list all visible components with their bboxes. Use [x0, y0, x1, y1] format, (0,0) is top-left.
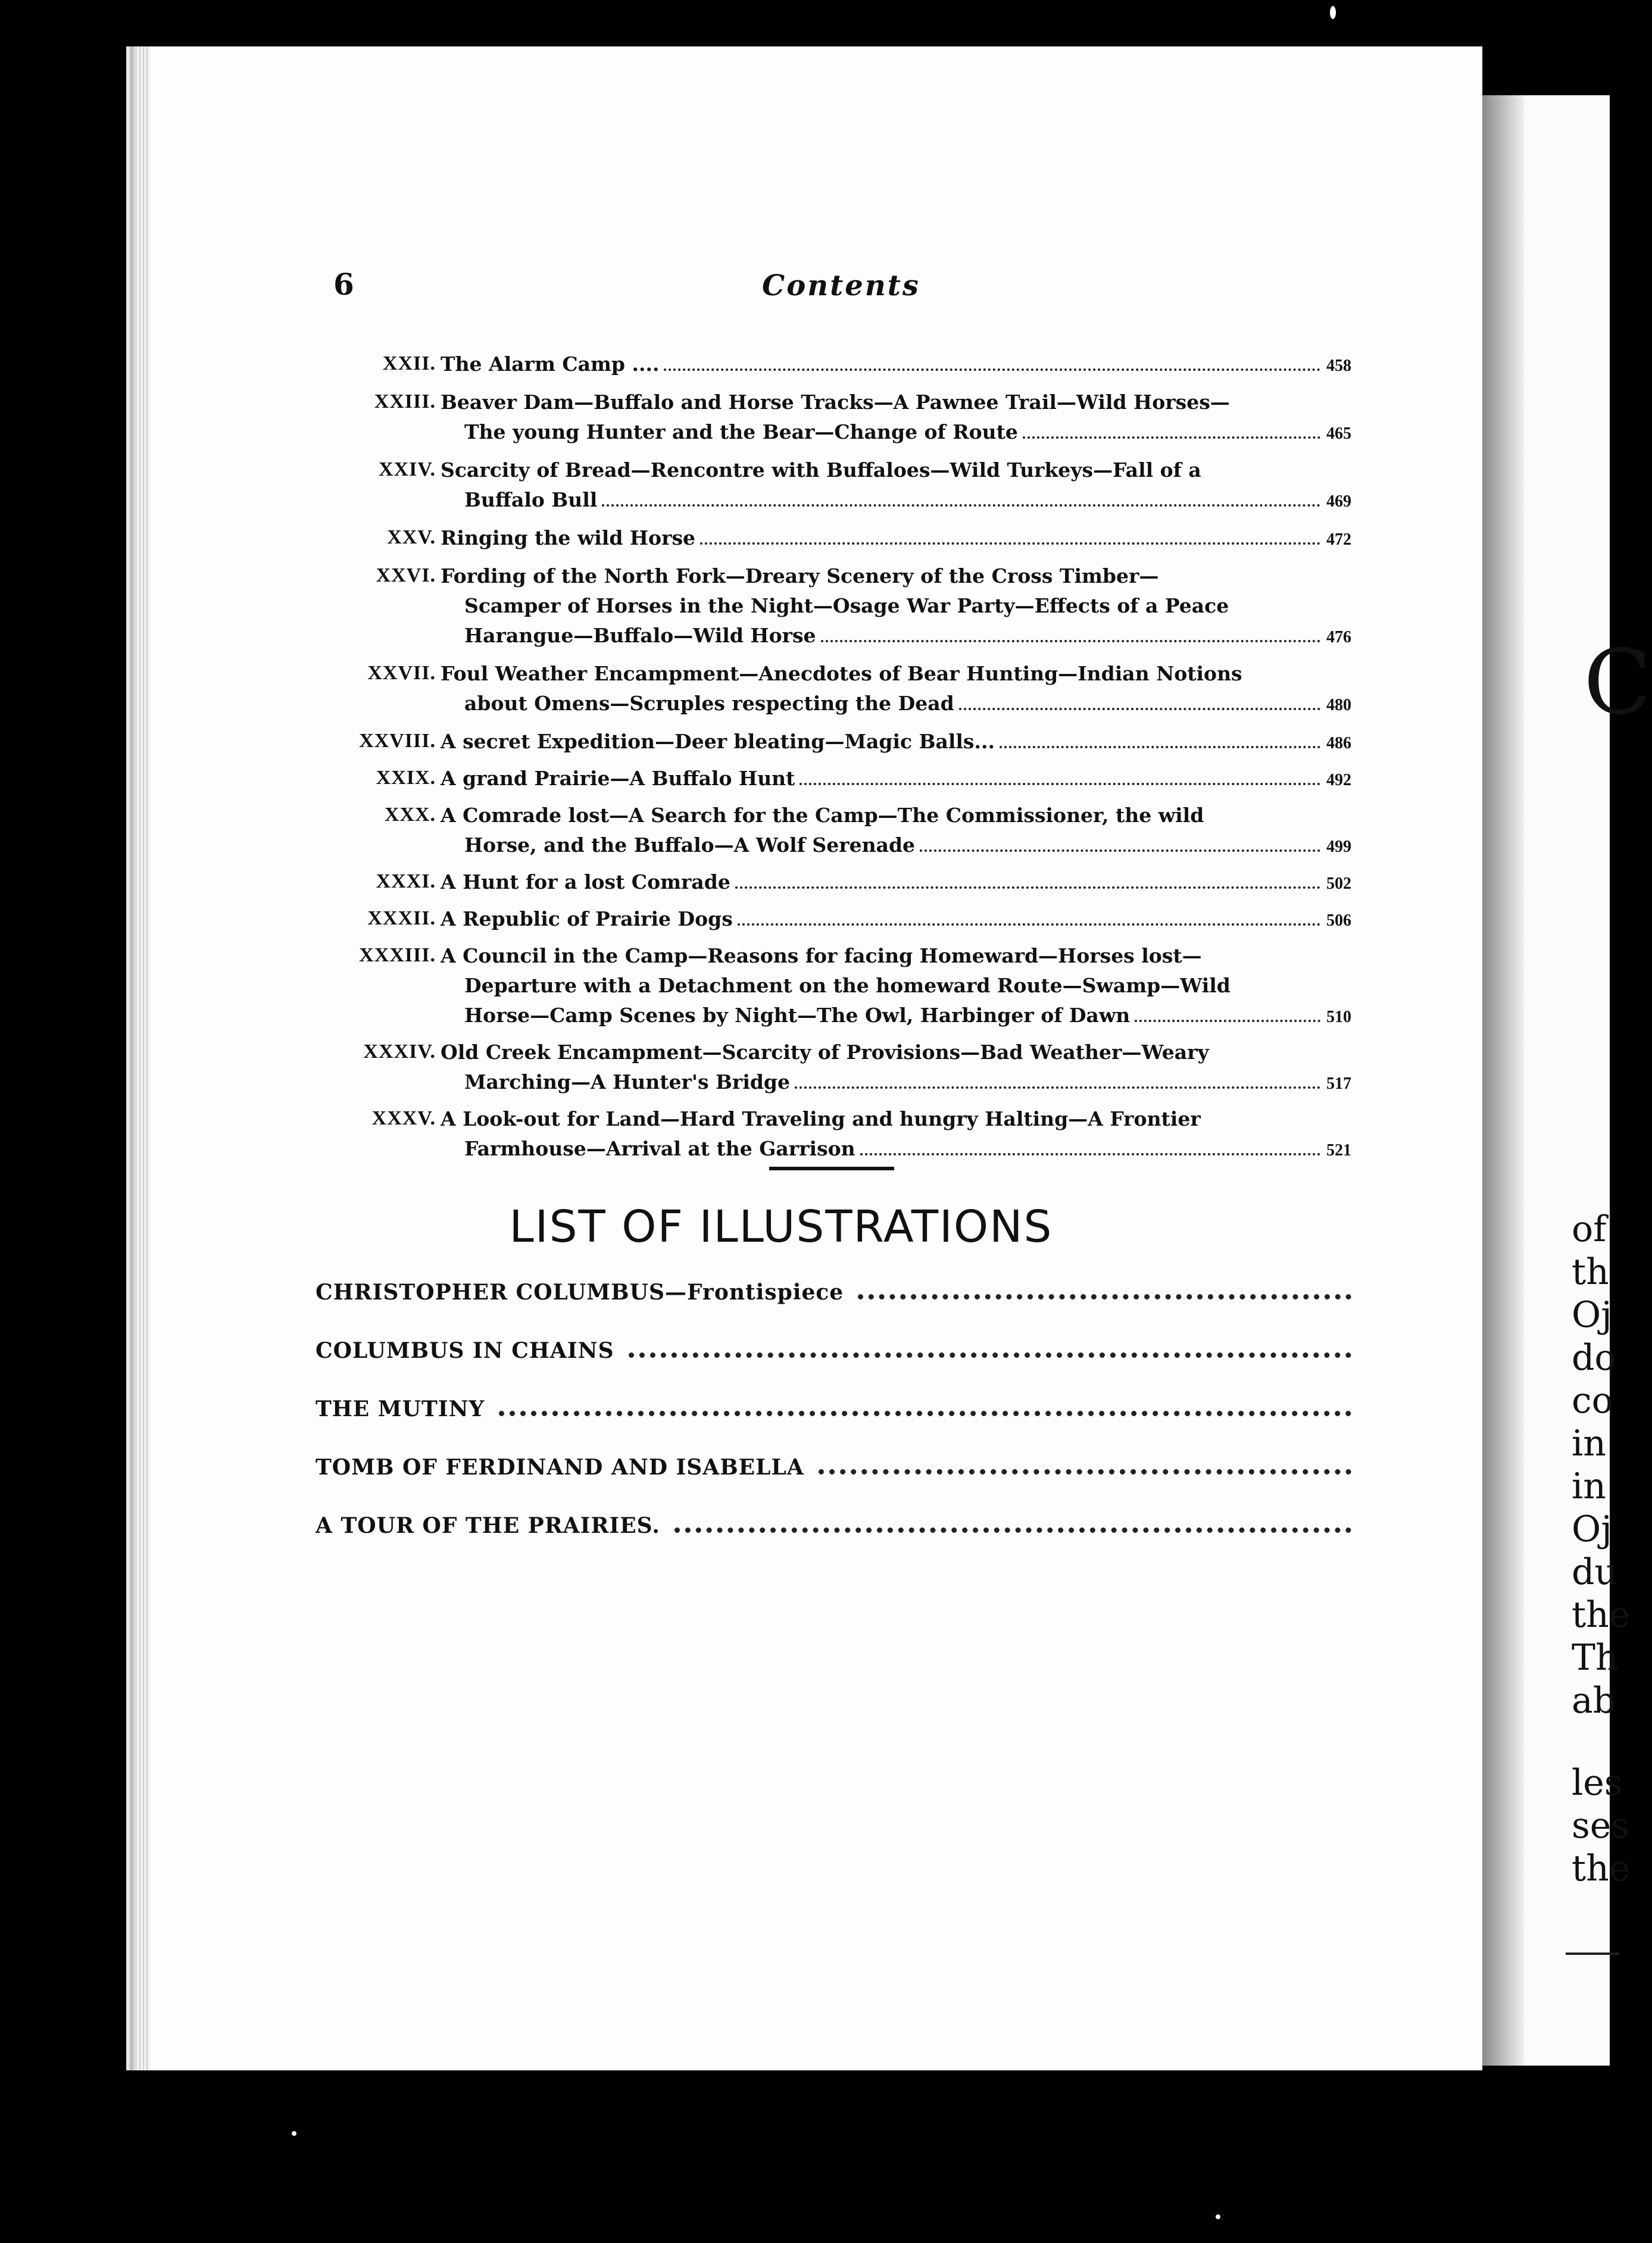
dot-leader — [1023, 436, 1320, 439]
page-ref: 492 — [1326, 771, 1351, 789]
page-ref: 510 — [1326, 1008, 1351, 1026]
toc-line — [441, 1041, 1351, 1070]
toc-line — [441, 391, 1351, 420]
toc-line — [441, 730, 1351, 760]
page-ref: 472 — [1326, 530, 1351, 549]
dot-leader — [664, 368, 1320, 371]
illustration-item — [316, 1455, 1351, 1480]
toc-line-text: Fording of the North Fork—Dreary Scenery of the Cross Timber— — [441, 564, 1159, 588]
facing-page-fragment: the — [1572, 1594, 1631, 1636]
illustration-item — [316, 1338, 1351, 1364]
dot-leader — [1000, 746, 1320, 748]
chapter-number: XXIII. — [374, 391, 436, 413]
facing-page-fragment: ab — [1572, 1680, 1616, 1722]
dot-leader — [860, 1153, 1320, 1155]
illustration-label: THE MUTINY — [316, 1397, 485, 1422]
scan-speck — [292, 2131, 296, 2136]
chapter-number: XXXV. — [371, 1107, 436, 1129]
illustration-label: CHRISTOPHER COLUMBUS—Frontispiece — [316, 1280, 844, 1305]
chapter-title — [441, 391, 1351, 450]
facing-page-fragment: th — [1572, 1251, 1609, 1293]
chapter-number: XXVII. — [367, 662, 436, 684]
chapter-title — [441, 352, 1351, 382]
facing-page-fragment: Th — [1572, 1637, 1619, 1679]
chapter-title — [441, 564, 1351, 654]
toc-line-text: Scarcity of Bread—Rencontre with Buffaloes—Wild Turkeys—Fall of a — [441, 458, 1201, 482]
page-ref: 465 — [1326, 424, 1351, 443]
page-ref: 499 — [1326, 838, 1351, 856]
toc-line-text: Horse—Camp Scenes by Night—The Owl, Harbinger of Dawn — [464, 1004, 1131, 1027]
chapter-title — [441, 730, 1351, 760]
dot-leader — [800, 783, 1320, 785]
toc-line-text: The Alarm Camp .... — [441, 352, 660, 376]
toc-line — [441, 907, 1351, 937]
facing-page-fragment: co — [1572, 1380, 1613, 1422]
facing-page-fragment: ses — [1572, 1805, 1630, 1847]
toc-line-text: Ringing the wild Horse — [441, 526, 696, 549]
toc-line — [441, 594, 1351, 624]
toc-line — [441, 1137, 1351, 1167]
dot-leader — [858, 1294, 1351, 1299]
page-ref: 480 — [1326, 696, 1351, 714]
chapter-title — [441, 870, 1351, 900]
page-ref: 458 — [1326, 357, 1351, 375]
facing-page-fragment: Oj — [1572, 1508, 1612, 1550]
toc-line-text: A secret Expedition—Deer bleating—Magic Balls... — [441, 730, 995, 753]
chapter-number: XXIX. — [376, 767, 436, 789]
toc-line — [441, 804, 1351, 833]
page-ref: 469 — [1326, 492, 1351, 511]
illustrations-heading: LIST OF ILLUSTRATIONS — [509, 1201, 1053, 1252]
dot-leader — [819, 1469, 1351, 1474]
toc-line — [441, 352, 1351, 382]
toc-line — [441, 564, 1351, 594]
page-ref: 486 — [1326, 734, 1351, 752]
dot-leader — [674, 1527, 1351, 1533]
illustration-label: A TOUR OF THE PRAIRIES. — [316, 1513, 660, 1538]
chapter-number: XXVI. — [376, 564, 436, 586]
chapter-number: XXII. — [382, 352, 436, 374]
page-ref: 521 — [1326, 1141, 1351, 1160]
facing-page-fragment: the — [1572, 1848, 1631, 1889]
toc-line — [441, 1070, 1351, 1100]
illustration-item — [316, 1513, 1351, 1539]
toc-line — [441, 1107, 1351, 1137]
chapter-title — [441, 804, 1351, 863]
facing-page-fragment: do — [1572, 1337, 1616, 1379]
chapter-number: XXXIII. — [359, 944, 436, 966]
page-ref: 506 — [1326, 911, 1351, 930]
facing-page-rule — [1566, 1953, 1619, 1955]
toc-line — [441, 974, 1351, 1004]
toc-line-text: Beaver Dam—Buffalo and Horse Tracks—A Pawnee Trail—Wild Horses— — [441, 391, 1230, 414]
toc-line — [441, 1004, 1351, 1033]
chapter-number: XXXI. — [376, 870, 436, 892]
toc-line-text: Scamper of Horses in the Night—Osage War Party—Effects of a Peace — [464, 594, 1229, 617]
toc-line-text: Farmhouse—Arrival at the Garrison — [464, 1137, 855, 1160]
dot-leader — [499, 1411, 1351, 1416]
dot-leader — [700, 542, 1320, 545]
facing-page-fragment: of — [1572, 1208, 1607, 1250]
facing-page-initial: C — [1584, 631, 1652, 735]
dot-leader — [629, 1352, 1351, 1358]
facing-page-fragment: in — [1572, 1423, 1606, 1464]
chapter-number: XXX. — [384, 804, 436, 826]
chapter-number: XXXII. — [367, 907, 436, 929]
running-title: Contents — [762, 269, 920, 302]
dot-leader — [735, 886, 1320, 889]
page-ref: 502 — [1326, 874, 1351, 893]
toc-line-text: A grand Prairie—A Buffalo Hunt — [441, 767, 795, 790]
toc-line-text: A Council in the Camp—Reasons for facing Homeward—Horses lost— — [441, 944, 1202, 967]
toc-line-text: The young Hunter and the Bear—Change of Route — [464, 420, 1018, 443]
toc-line-text: Departure with a Detachment on the homeward Route—Swamp—Wild — [464, 974, 1231, 997]
illustration-item — [316, 1397, 1351, 1422]
dot-leader — [959, 708, 1320, 710]
toc-line-text: A Comrade lost—A Search for the Camp—The Commissioner, the wild — [441, 804, 1204, 827]
dot-leader — [1135, 1020, 1320, 1022]
scan-speck — [1330, 6, 1336, 19]
toc-line — [441, 488, 1351, 518]
chapter-number: XXIV. — [378, 458, 436, 480]
illustration-item — [316, 1280, 1351, 1305]
dot-leader — [738, 923, 1320, 926]
chapter-title — [441, 1041, 1351, 1100]
chapter-title — [441, 526, 1351, 556]
chapter-title — [441, 458, 1351, 518]
facing-page-fragment: les — [1572, 1762, 1623, 1804]
toc-line — [441, 833, 1351, 863]
scan-speck — [1216, 2214, 1220, 2219]
facing-page-fragment: in — [1572, 1466, 1606, 1507]
book-gutter-shadow — [1482, 95, 1524, 2066]
page-ref: 517 — [1326, 1074, 1351, 1093]
dot-leader — [602, 504, 1320, 507]
toc-line — [441, 767, 1351, 796]
chapter-title — [441, 944, 1351, 1033]
toc-line-text: A Republic of Prairie Dogs — [441, 907, 733, 930]
chapter-number: XXVIII. — [359, 730, 436, 752]
toc-line-text: Harangue—Buffalo—Wild Horse — [464, 624, 816, 647]
toc-line-text: Foul Weather Encampment—Anecdotes of Bear Hunting—Indian Notions — [441, 662, 1242, 685]
chapter-number: XXV. — [387, 526, 436, 548]
facing-page-fragment: Oj — [1572, 1294, 1612, 1336]
chapter-title — [441, 907, 1351, 937]
facing-page-fragment: du — [1572, 1551, 1618, 1593]
toc-line — [441, 944, 1351, 974]
toc-line — [441, 870, 1351, 900]
toc-line — [441, 458, 1351, 488]
dot-leader — [821, 640, 1320, 642]
toc-line — [441, 420, 1351, 450]
toc-line-text: A Hunt for a lost Comrade — [441, 870, 730, 894]
toc-line-text: Horse, and the Buffalo—A Wolf Serenade — [464, 833, 916, 857]
illustration-label: COLUMBUS IN CHAINS — [316, 1338, 614, 1363]
page-ref: 476 — [1326, 628, 1351, 646]
chapter-title — [441, 662, 1351, 721]
toc-line-text: Old Creek Encampment—Scarcity of Provisions—Bad Weather—Weary — [441, 1041, 1209, 1064]
toc-line — [441, 662, 1351, 692]
toc-line — [441, 624, 1351, 654]
toc-line-text: Marching—A Hunter's Bridge — [464, 1070, 790, 1094]
page-number: 6 — [333, 267, 354, 302]
chapter-number: XXXIV. — [363, 1041, 436, 1063]
dot-leader — [920, 849, 1320, 852]
chapter-title — [441, 767, 1351, 796]
section-divider — [769, 1167, 894, 1170]
illustration-label: TOMB OF FERDINAND AND ISABELLA — [316, 1455, 804, 1480]
toc-line-text: Buffalo Bull — [464, 488, 598, 511]
toc-line-text: about Omens—Scruples respecting the Dead — [464, 692, 954, 715]
toc-line — [441, 692, 1351, 721]
chapter-title — [441, 1107, 1351, 1167]
toc-line — [441, 526, 1351, 556]
toc-line-text: A Look-out for Land—Hard Traveling and hungry Halting—A Frontier — [441, 1107, 1201, 1130]
dot-leader — [795, 1086, 1320, 1089]
